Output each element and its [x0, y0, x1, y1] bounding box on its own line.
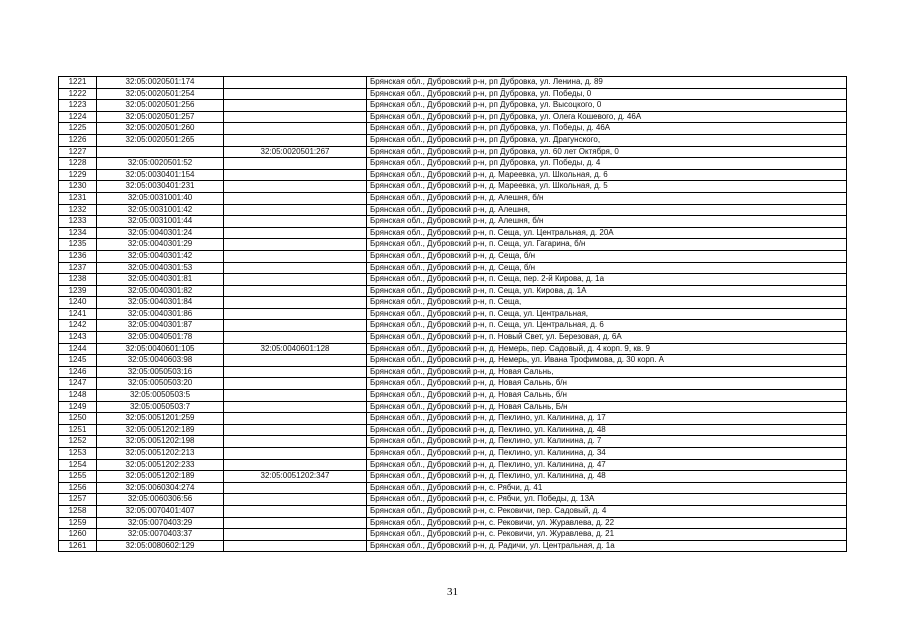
address-cell: Брянская обл., Дубровский р-н, д. Сеща, б/н	[367, 250, 847, 262]
cadastral-number-cell: 32:05:0020501:174	[97, 77, 224, 89]
table-row	[59, 355, 847, 367]
address-cell: Брянская обл., Дубровский р-н, с. Рековичи, пер. Садовый, д. 4	[367, 505, 847, 517]
secondary-cadastral-number-cell	[224, 482, 367, 494]
cadastral-number-cell: 32:05:0040301:24	[97, 227, 224, 239]
secondary-cadastral-number-cell	[224, 448, 367, 460]
table-row	[59, 181, 847, 193]
secondary-cadastral-number-cell	[224, 111, 367, 123]
secondary-cadastral-number-cell: 32:05:0040601:128	[224, 343, 367, 355]
secondary-cadastral-number-cell	[224, 250, 367, 262]
row-number-cell: 1254	[59, 459, 97, 471]
address-cell: Брянская обл., Дубровский р-н, д. Пеклино, ул. Калинина, д. 47	[367, 459, 847, 471]
row-number-cell: 1246	[59, 366, 97, 378]
row-number-cell: 1257	[59, 494, 97, 506]
row-number-cell: 1245	[59, 355, 97, 367]
cadastral-number-cell: 32:05:0051202:189	[97, 424, 224, 436]
row-number-cell: 1233	[59, 216, 97, 228]
row-number-cell: 1227	[59, 146, 97, 158]
secondary-cadastral-number-cell	[224, 308, 367, 320]
address-cell: Брянская обл., Дубровский р-н, с. Рябчи, д. 41	[367, 482, 847, 494]
row-number-cell: 1225	[59, 123, 97, 135]
address-cell: Брянская обл., Дубровский р-н, п. Новый Свет, ул. Березовая, д. 6А	[367, 332, 847, 344]
secondary-cadastral-number-cell	[224, 181, 367, 193]
table-row	[59, 517, 847, 529]
address-cell: Брянская обл., Дубровский р-н, рп Дубровка, ул. Драгунского,	[367, 134, 847, 146]
cadastral-number-cell: 32:05:0051202:213	[97, 448, 224, 460]
cadastral-number-cell: 32:05:0051202:198	[97, 436, 224, 448]
table-row	[59, 285, 847, 297]
table-row	[59, 77, 847, 89]
secondary-cadastral-number-cell	[224, 134, 367, 146]
secondary-cadastral-number-cell: 32:05:0020501:267	[224, 146, 367, 158]
cadastral-number-cell: 32:05:0040301:81	[97, 274, 224, 286]
row-number-cell: 1260	[59, 529, 97, 541]
table-row	[59, 529, 847, 541]
cadastral-number-cell: 32:05:0040301:87	[97, 320, 224, 332]
cadastral-number-cell: 32:05:0040301:82	[97, 285, 224, 297]
row-number-cell: 1241	[59, 308, 97, 320]
row-number-cell: 1252	[59, 436, 97, 448]
secondary-cadastral-number-cell	[224, 459, 367, 471]
table-row	[59, 459, 847, 471]
secondary-cadastral-number-cell	[224, 216, 367, 228]
secondary-cadastral-number-cell	[224, 378, 367, 390]
address-cell: Брянская обл., Дубровский р-н, с. Рековичи, ул. Журавлева, д. 22	[367, 517, 847, 529]
secondary-cadastral-number-cell: 32:05:0051202:347	[224, 471, 367, 483]
row-number-cell: 1221	[59, 77, 97, 89]
table-row	[59, 505, 847, 517]
table-row	[59, 274, 847, 286]
table-row	[59, 436, 847, 448]
secondary-cadastral-number-cell	[224, 227, 367, 239]
cadastral-number-cell: 32:05:0051201:259	[97, 413, 224, 425]
table-row	[59, 192, 847, 204]
table-row	[59, 297, 847, 309]
table-row	[59, 343, 847, 355]
property-table	[58, 76, 847, 552]
cadastral-number-cell: 32:05:0031001:42	[97, 204, 224, 216]
row-number-cell: 1234	[59, 227, 97, 239]
table-row	[59, 134, 847, 146]
address-cell: Брянская обл., Дубровский р-н, п. Сеща, ул. Гагарина, б/н	[367, 239, 847, 251]
row-number-cell: 1242	[59, 320, 97, 332]
secondary-cadastral-number-cell	[224, 77, 367, 89]
address-cell: Брянская обл., Дубровский р-н, д. Новая Сальнь, б/н	[367, 378, 847, 390]
secondary-cadastral-number-cell	[224, 192, 367, 204]
table-row	[59, 239, 847, 251]
table-row	[59, 390, 847, 402]
address-cell: Брянская обл., Дубровский р-н, рп Дубровка, ул. Победы, д. 4	[367, 158, 847, 170]
address-cell: Брянская обл., Дубровский р-н, с. Рябчи, ул. Победы, д. 13А	[367, 494, 847, 506]
address-cell: Брянская обл., Дубровский р-н, рп Дубровка, ул. Победы, 0	[367, 88, 847, 100]
cadastral-number-cell: 32:05:0070403:37	[97, 529, 224, 541]
row-number-cell: 1226	[59, 134, 97, 146]
cadastral-number-cell: 32:05:0040301:84	[97, 297, 224, 309]
table-row	[59, 332, 847, 344]
row-number-cell: 1259	[59, 517, 97, 529]
cadastral-number-cell: 32:05:0020501:254	[97, 88, 224, 100]
row-number-cell: 1249	[59, 401, 97, 413]
table-row	[59, 494, 847, 506]
cadastral-number-cell: 32:05:0080602:129	[97, 540, 224, 552]
address-cell: Брянская обл., Дубровский р-н, п. Сеща, пер. 2-й Кирова, д. 1а	[367, 274, 847, 286]
address-cell: Брянская обл., Дубровский р-н, д. Алешня, б/н	[367, 192, 847, 204]
secondary-cadastral-number-cell	[224, 355, 367, 367]
row-number-cell: 1232	[59, 204, 97, 216]
table-row	[59, 320, 847, 332]
row-number-cell: 1256	[59, 482, 97, 494]
address-cell: Брянская обл., Дубровский р-н, д. Новая Сальнь, б/н	[367, 390, 847, 402]
row-number-cell: 1239	[59, 285, 97, 297]
address-cell: Брянская обл., Дубровский р-н, п. Сеща, ул. Центральная, д. 6	[367, 320, 847, 332]
row-number-cell: 1224	[59, 111, 97, 123]
address-cell: Брянская обл., Дубровский р-н, д. Мареевка, ул. Школьная, д. 5	[367, 181, 847, 193]
row-number-cell: 1235	[59, 239, 97, 251]
secondary-cadastral-number-cell	[224, 320, 367, 332]
table-row	[59, 158, 847, 170]
cadastral-number-cell: 32:05:0040301:29	[97, 239, 224, 251]
table-row	[59, 169, 847, 181]
table-row	[59, 204, 847, 216]
secondary-cadastral-number-cell	[224, 123, 367, 135]
secondary-cadastral-number-cell	[224, 274, 367, 286]
address-cell: Брянская обл., Дубровский р-н, п. Сеща, ул. Центральная,	[367, 308, 847, 320]
secondary-cadastral-number-cell	[224, 413, 367, 425]
address-cell: Брянская обл., Дубровский р-н, д. Немерь, ул. Ивана Трофимова, д. 30 корп. А	[367, 355, 847, 367]
address-cell: Брянская обл., Дубровский р-н, п. Сеща,	[367, 297, 847, 309]
row-number-cell: 1236	[59, 250, 97, 262]
address-cell: Брянская обл., Дубровский р-н, д. Мареевка, ул. Школьная, д. 6	[367, 169, 847, 181]
address-cell: Брянская обл., Дубровский р-н, д. Пеклино, ул. Калинина, д. 48	[367, 424, 847, 436]
row-number-cell: 1247	[59, 378, 97, 390]
cadastral-number-cell: 32:05:0040501:78	[97, 332, 224, 344]
cadastral-number-cell: 32:05:0051202:233	[97, 459, 224, 471]
cadastral-number-cell: 32:05:0031001:44	[97, 216, 224, 228]
table-row	[59, 88, 847, 100]
address-cell: Брянская обл., Дубровский р-н, д. Немерь, пер. Садовый, д. 4 корп. 9, кв. 9	[367, 343, 847, 355]
row-number-cell: 1250	[59, 413, 97, 425]
row-number-cell: 1244	[59, 343, 97, 355]
cadastral-number-cell: 32:05:0030401:231	[97, 181, 224, 193]
secondary-cadastral-number-cell	[224, 285, 367, 297]
cadastral-number-cell: 32:05:0050503:16	[97, 366, 224, 378]
table-row	[59, 413, 847, 425]
secondary-cadastral-number-cell	[224, 366, 367, 378]
cadastral-number-cell: 32:05:0060306:56	[97, 494, 224, 506]
row-number-cell: 1261	[59, 540, 97, 552]
secondary-cadastral-number-cell	[224, 540, 367, 552]
secondary-cadastral-number-cell	[224, 297, 367, 309]
secondary-cadastral-number-cell	[224, 436, 367, 448]
cadastral-number-cell: 32:05:0040301:86	[97, 308, 224, 320]
cadastral-number-cell: 32:05:0031001:40	[97, 192, 224, 204]
table-row	[59, 250, 847, 262]
row-number-cell: 1231	[59, 192, 97, 204]
address-cell: Брянская обл., Дубровский р-н, д. Пеклино, ул. Калинина, д. 7	[367, 436, 847, 448]
secondary-cadastral-number-cell	[224, 204, 367, 216]
table-row	[59, 482, 847, 494]
secondary-cadastral-number-cell	[224, 158, 367, 170]
table-row	[59, 424, 847, 436]
table-row	[59, 308, 847, 320]
row-number-cell: 1230	[59, 181, 97, 193]
address-cell: Брянская обл., Дубровский р-н, рп Дубровка, ул. Высоцкого, 0	[367, 100, 847, 112]
secondary-cadastral-number-cell	[224, 529, 367, 541]
cadastral-number-cell: 32:05:0070401:407	[97, 505, 224, 517]
address-cell: Брянская обл., Дубровский р-н, д. Алешня, б/н	[367, 216, 847, 228]
secondary-cadastral-number-cell	[224, 505, 367, 517]
table-row	[59, 401, 847, 413]
row-number-cell: 1255	[59, 471, 97, 483]
table-row	[59, 123, 847, 135]
cadastral-number-cell	[97, 146, 224, 158]
secondary-cadastral-number-cell	[224, 494, 367, 506]
table-row	[59, 366, 847, 378]
secondary-cadastral-number-cell	[224, 390, 367, 402]
table-row	[59, 146, 847, 158]
row-number-cell: 1223	[59, 100, 97, 112]
secondary-cadastral-number-cell	[224, 88, 367, 100]
row-number-cell: 1253	[59, 448, 97, 460]
cadastral-number-cell: 32:05:0040601:105	[97, 343, 224, 355]
address-cell: Брянская обл., Дубровский р-н, д. Пеклино, ул. Калинина, д. 34	[367, 448, 847, 460]
cadastral-number-cell: 32:05:0020501:52	[97, 158, 224, 170]
address-cell: Брянская обл., Дубровский р-н, д. Пеклино, ул. Калинина, д. 48	[367, 471, 847, 483]
table-row	[59, 216, 847, 228]
table-row	[59, 262, 847, 274]
property-table-container	[58, 76, 846, 552]
cadastral-number-cell: 32:05:0050503:20	[97, 378, 224, 390]
row-number-cell: 1228	[59, 158, 97, 170]
address-cell: Брянская обл., Дубровский р-н, д. Пеклино, ул. Калинина, д. 17	[367, 413, 847, 425]
address-cell: Брянская обл., Дубровский р-н, рп Дубровка, ул. Олега Кошевого, д. 46А	[367, 111, 847, 123]
table-row	[59, 540, 847, 552]
row-number-cell: 1229	[59, 169, 97, 181]
secondary-cadastral-number-cell	[224, 169, 367, 181]
secondary-cadastral-number-cell	[224, 239, 367, 251]
cadastral-number-cell: 32:05:0040301:42	[97, 250, 224, 262]
address-cell: Брянская обл., Дубровский р-н, п. Сеща, ул. Кирова, д. 1А	[367, 285, 847, 297]
secondary-cadastral-number-cell	[224, 401, 367, 413]
address-cell: Брянская обл., Дубровский р-н, д. Сеща, б/н	[367, 262, 847, 274]
row-number-cell: 1248	[59, 390, 97, 402]
row-number-cell: 1237	[59, 262, 97, 274]
row-number-cell: 1238	[59, 274, 97, 286]
table-row	[59, 111, 847, 123]
cadastral-number-cell: 32:05:0030401:154	[97, 169, 224, 181]
secondary-cadastral-number-cell	[224, 517, 367, 529]
cadastral-number-cell: 32:05:0020501:257	[97, 111, 224, 123]
address-cell: Брянская обл., Дубровский р-н, рп Дубровка, ул. 60 лет Октября, 0	[367, 146, 847, 158]
cadastral-number-cell: 32:05:0060304:274	[97, 482, 224, 494]
table-body	[59, 77, 847, 552]
row-number-cell: 1258	[59, 505, 97, 517]
address-cell: Брянская обл., Дубровский р-н, рп Дубровка, ул. Ленина, д. 89	[367, 77, 847, 89]
secondary-cadastral-number-cell	[224, 332, 367, 344]
address-cell: Брянская обл., Дубровский р-н, п. Сеща, ул. Центральная, д. 20А	[367, 227, 847, 239]
row-number-cell: 1240	[59, 297, 97, 309]
cadastral-number-cell: 32:05:0020501:260	[97, 123, 224, 135]
address-cell: Брянская обл., Дубровский р-н, с. Рековичи, ул. Журавлева, д. 21	[367, 529, 847, 541]
cadastral-number-cell: 32:05:0020501:265	[97, 134, 224, 146]
cadastral-number-cell: 32:05:0020501:256	[97, 100, 224, 112]
address-cell: Брянская обл., Дубровский р-н, д. Новая Сальнь,	[367, 366, 847, 378]
page-number: 31	[447, 586, 458, 598]
secondary-cadastral-number-cell	[224, 100, 367, 112]
table-row	[59, 227, 847, 239]
address-cell: Брянская обл., Дубровский р-н, д. Радичи, ул. Центральная, д. 1а	[367, 540, 847, 552]
address-cell: Брянская обл., Дубровский р-н, д. Алешня,	[367, 204, 847, 216]
row-number-cell: 1251	[59, 424, 97, 436]
table-row	[59, 378, 847, 390]
cadastral-number-cell: 32:05:0050503:7	[97, 401, 224, 413]
row-number-cell: 1243	[59, 332, 97, 344]
address-cell: Брянская обл., Дубровский р-н, д. Новая Сальнь, Б/н	[367, 401, 847, 413]
secondary-cadastral-number-cell	[224, 262, 367, 274]
cadastral-number-cell: 32:05:0040301:53	[97, 262, 224, 274]
table-row	[59, 471, 847, 483]
cadastral-number-cell: 32:05:0050503:5	[97, 390, 224, 402]
table-row	[59, 448, 847, 460]
cadastral-number-cell: 32:05:0070403:29	[97, 517, 224, 529]
table-row	[59, 100, 847, 112]
secondary-cadastral-number-cell	[224, 424, 367, 436]
address-cell: Брянская обл., Дубровский р-н, рп Дубровка, ул. Победы, д. 46А	[367, 123, 847, 135]
row-number-cell: 1222	[59, 88, 97, 100]
cadastral-number-cell: 32:05:0040603:98	[97, 355, 224, 367]
cadastral-number-cell: 32:05:0051202:189	[97, 471, 224, 483]
